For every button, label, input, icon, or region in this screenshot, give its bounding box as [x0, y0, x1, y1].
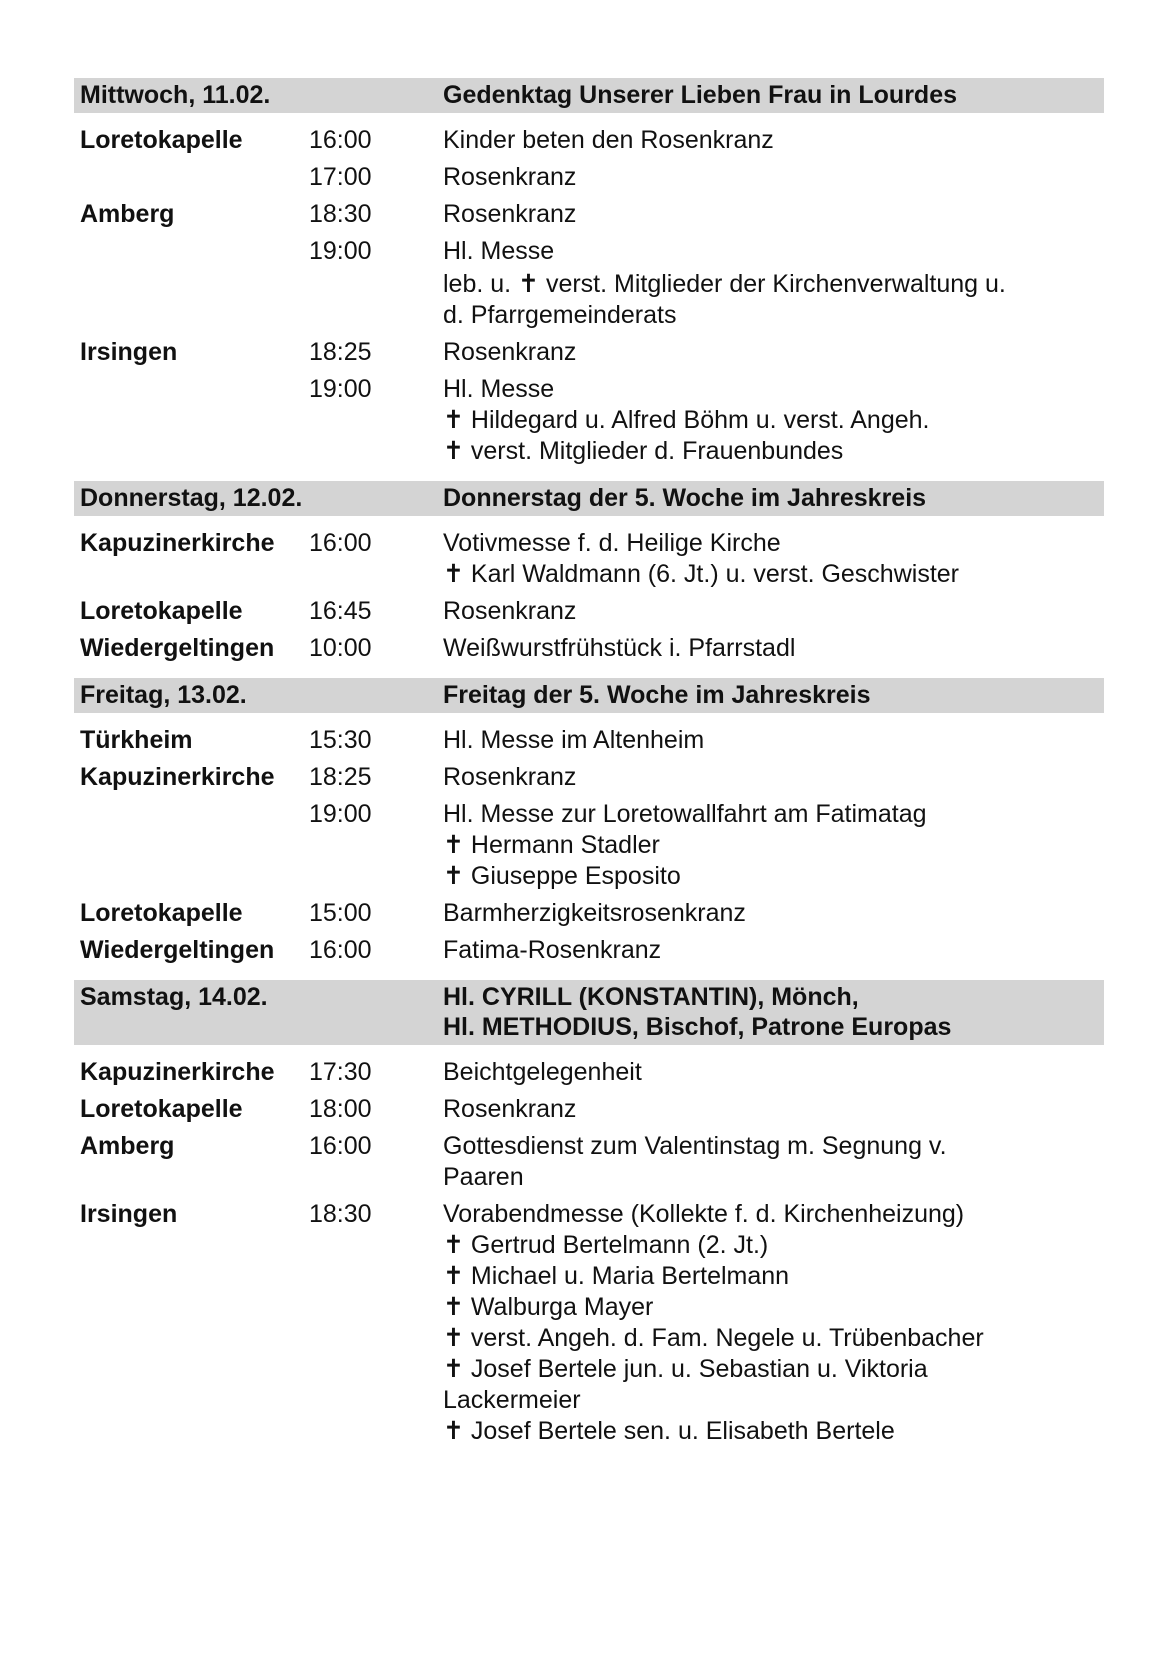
entry-time: 18:25	[309, 763, 372, 791]
entry-description	[443, 374, 1104, 467]
feast-title-line: Gedenktag Unserer Lieben Frau in Lourdes	[443, 81, 958, 109]
entry-line: Rosenkranz	[443, 763, 577, 791]
feast-title-line: Hl. METHODIUS, Bischof, Patrone Europas	[443, 1013, 952, 1041]
entry-description	[443, 528, 1104, 590]
entry-line: Rosenkranz	[443, 200, 577, 228]
feast-title	[443, 680, 1098, 710]
schedule-entry	[74, 162, 1104, 193]
entry-time: 16:00	[309, 936, 372, 964]
entry-description	[443, 269, 1104, 331]
day-section	[74, 980, 1104, 1447]
entry-time: 18:30	[309, 1200, 372, 1228]
entry-line: Fatima-Rosenkranz	[443, 936, 662, 964]
schedule-entry	[74, 762, 1104, 793]
entry-line: Rosenkranz	[443, 597, 577, 625]
schedule-entry	[74, 374, 1104, 467]
entry-place: Türkheim	[80, 726, 193, 754]
entry-place: Wiedergeltingen	[80, 634, 275, 662]
entry-description	[443, 898, 1104, 929]
day-section	[74, 481, 1104, 664]
entry-description	[443, 236, 1104, 267]
day-entries	[74, 113, 1104, 467]
day-header	[74, 678, 1104, 713]
entry-line: Gottesdienst zum Valentinstag m. Segnung v.	[443, 1132, 947, 1160]
feast-title-line: Donnerstag der 5. Woche im Jahreskreis	[443, 484, 927, 512]
entry-place	[74, 374, 309, 467]
entry-place	[74, 162, 309, 193]
entry-line: Rosenkranz	[443, 338, 577, 366]
entry-description	[443, 762, 1104, 793]
schedule-entry	[74, 1199, 1104, 1447]
entry-line: ✝ verst. Mitglieder d. Frauenbundes	[443, 437, 844, 465]
entry-place: Loretokapelle	[80, 899, 243, 927]
entry-time: 19:00	[309, 375, 372, 403]
entry-description	[443, 1131, 1104, 1193]
entry-time: 15:30	[309, 726, 372, 754]
entry-time: 19:00	[309, 800, 372, 828]
entry-place: Kapuzinerkirche	[80, 1058, 275, 1086]
schedule-entry	[74, 1057, 1104, 1088]
schedule-entry	[74, 935, 1104, 966]
entry-place	[74, 236, 309, 267]
feast-title	[443, 982, 1098, 1042]
entry-line: leb. u. ✝ verst. Mitglieder der Kirchenverwaltung u.	[443, 270, 1006, 298]
entry-description	[443, 935, 1104, 966]
day-entries	[74, 516, 1104, 664]
entry-line: Hl. Messe im Altenheim	[443, 726, 705, 754]
feast-title-line: Freitag der 5. Woche im Jahreskreis	[443, 681, 871, 709]
entry-time: 16:00	[309, 126, 372, 154]
entry-description	[443, 1057, 1104, 1088]
day-date: Donnerstag, 12.02.	[80, 484, 303, 512]
feast-title	[443, 80, 1098, 110]
entry-time: 18:25	[309, 338, 372, 366]
entry-line: Barmherzigkeitsrosenkranz	[443, 899, 746, 927]
schedule-page	[74, 78, 1104, 1461]
entry-line: Hl. Messe	[443, 375, 555, 403]
entry-description	[443, 596, 1104, 627]
day-date: Freitag, 13.02.	[80, 681, 247, 709]
schedule-entry	[74, 799, 1104, 892]
entry-place: Kapuzinerkirche	[80, 529, 275, 557]
entry-line: Paaren	[443, 1163, 524, 1191]
entry-line: Beichtgelegenheit	[443, 1058, 642, 1086]
entry-time: 17:30	[309, 1058, 372, 1086]
entry-place	[74, 799, 309, 892]
entry-line: ✝ Hildegard u. Alfred Böhm u. verst. Angeh.	[443, 406, 930, 434]
entry-description	[443, 162, 1104, 193]
schedule-entry	[74, 236, 1104, 267]
entry-place: Kapuzinerkirche	[80, 763, 275, 791]
entry-description	[443, 1094, 1104, 1125]
day-section	[74, 78, 1104, 467]
entry-place: Amberg	[80, 1132, 175, 1160]
entry-line: Hl. Messe	[443, 237, 555, 265]
entry-line: ✝ Giuseppe Esposito	[443, 862, 681, 890]
day-section	[74, 678, 1104, 966]
entry-line: ✝ Walburga Mayer	[443, 1293, 654, 1321]
entry-line: ✝ Gertrud Bertelmann (2. Jt.)	[443, 1231, 769, 1259]
schedule-entry	[74, 725, 1104, 756]
entry-line: ✝ Michael u. Maria Bertelmann	[443, 1262, 790, 1290]
entry-place: Loretokapelle	[80, 126, 243, 154]
entry-time: 16:00	[309, 529, 372, 557]
schedule-entry	[74, 199, 1104, 230]
entry-description	[443, 199, 1104, 230]
entry-place: Loretokapelle	[80, 1095, 243, 1123]
entry-line: Votivmesse f. d. Heilige Kirche	[443, 529, 781, 557]
entry-time: 19:00	[309, 237, 372, 265]
entry-description	[443, 725, 1104, 756]
entry-line: ✝ Hermann Stadler	[443, 831, 660, 859]
entry-line: d. Pfarrgemeinderats	[443, 301, 677, 329]
schedule-entry	[74, 269, 1104, 331]
entry-place: Irsingen	[80, 338, 178, 366]
feast-title	[443, 483, 1098, 513]
schedule-entry	[74, 125, 1104, 156]
schedule-entry	[74, 633, 1104, 664]
schedule-entry	[74, 898, 1104, 929]
entry-description	[443, 1199, 1104, 1447]
entry-time: 16:00	[309, 1132, 372, 1160]
entry-line: Hl. Messe zur Loretowallfahrt am Fatimatag	[443, 800, 927, 828]
entry-time: 16:45	[309, 597, 372, 625]
day-header	[74, 980, 1104, 1045]
day-entries	[74, 1045, 1104, 1447]
schedule-entry	[74, 596, 1104, 627]
entry-place: Loretokapelle	[80, 597, 243, 625]
day-header	[74, 481, 1104, 516]
schedule-entry	[74, 1131, 1104, 1193]
day-date: Mittwoch, 11.02.	[80, 81, 271, 109]
entry-description	[443, 337, 1104, 368]
feast-title-line: Hl. CYRILL (KONSTANTIN), Mönch,	[443, 983, 859, 1011]
entry-place: Wiedergeltingen	[80, 936, 275, 964]
entry-time: 10:00	[309, 634, 372, 662]
entry-line: Kinder beten den Rosenkranz	[443, 126, 774, 154]
schedule-entry	[74, 1094, 1104, 1125]
entry-time: 17:00	[309, 163, 372, 191]
entry-line: Lackermeier	[443, 1386, 581, 1414]
entry-place: Amberg	[80, 200, 175, 228]
entry-line: Rosenkranz	[443, 163, 577, 191]
entry-time: 18:30	[309, 200, 372, 228]
entry-line: ✝ verst. Angeh. d. Fam. Negele u. Trübenbacher	[443, 1324, 984, 1352]
entry-time	[309, 269, 443, 331]
entry-description	[443, 633, 1104, 664]
day-date: Samstag, 14.02.	[80, 983, 268, 1011]
entry-description	[443, 125, 1104, 156]
entry-description	[443, 799, 1104, 892]
entry-line: ✝ Karl Waldmann (6. Jt.) u. verst. Geschwister	[443, 560, 959, 588]
entry-line: ✝ Josef Bertele sen. u. Elisabeth Bertele	[443, 1417, 895, 1445]
entry-time: 15:00	[309, 899, 372, 927]
entry-line: Vorabendmesse (Kollekte f. d. Kirchenheizung)	[443, 1200, 965, 1228]
day-header	[74, 78, 1104, 113]
day-entries	[74, 713, 1104, 966]
entry-place: Irsingen	[80, 1200, 178, 1228]
entry-line: Weißwurstfrühstück i. Pfarrstadl	[443, 634, 796, 662]
schedule-entry	[74, 528, 1104, 590]
entry-time: 18:00	[309, 1095, 372, 1123]
entry-place	[74, 269, 309, 331]
schedule-entry	[74, 337, 1104, 368]
entry-line: ✝ Josef Bertele jun. u. Sebastian u. Viktoria	[443, 1355, 928, 1383]
entry-line: Rosenkranz	[443, 1095, 577, 1123]
